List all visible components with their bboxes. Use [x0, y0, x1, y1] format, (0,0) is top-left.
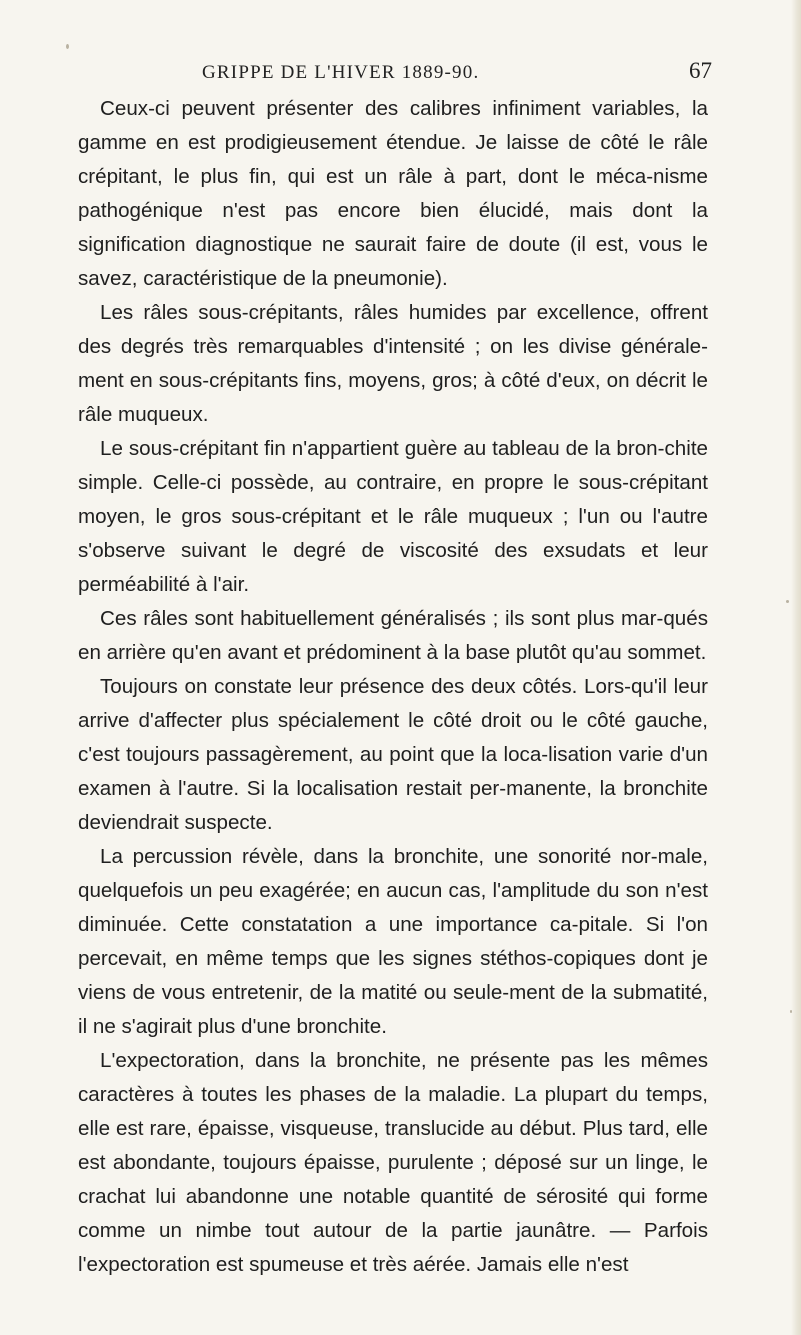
paragraph: L'expectoration, dans la bronchite, ne présente pas les mêmes caractères à toutes les phases de la maladie. La plupart du temps, elle est rare, épaisse, visqueuse, translucide au début. Plus tard, elle est abondante, toujours épaisse, purulente ; déposé sur un linge, le crachat lui abandonne une notable quantité de sérosité qui forme comme un nimbe tout autour de la partie jaunâtre. — Parfois l'expectoration est spumeuse et très aérée. Jamais elle n'est	[78, 1049, 708, 1276]
paragraph: Le sous-crépitant fin n'appartient guère au tableau de la bron-chite simple. Celle-ci possède, au contraire, en propre le sous-crépitant moyen, le gros sous-crépitant et le râle muqueux ; l'un ou l'autre s'observe suivant le degré de viscosité des exsudats et leur perméabilité à l'air.	[78, 437, 708, 596]
paper-speck	[790, 1010, 792, 1013]
paragraph: Toujours on constate leur présence des deux côtés. Lors-qu'il leur arrive d'affecter plus spécialement le côté droit ou le côté gauche, c'est toujours passagèrement, au point que la loca-lisation varie d'un examen à l'autre. Si la localisation restait per-manente, la bronchite deviendrait suspecte.	[78, 675, 708, 834]
running-head	[80, 56, 712, 90]
page-edge-shadow	[791, 0, 801, 1335]
page-number: 67	[689, 58, 712, 83]
paragraph: Ces râles sont habituellement généralisés ; ils sont plus mar-qués en arrière qu'en avant et prédominent à la base plutôt qu'au sommet.	[78, 607, 708, 664]
paragraph: La percussion révèle, dans la bronchite, une sonorité nor-male, quelquefois un peu exagérée; en aucun cas, l'amplitude du son n'est diminuée. Cette constatation a une importance ca-pitale. Si l'on percevait, en même temps que les signes stéthos-copiques dont je viens de vous entretenir, de la matité ou seule-ment de la submatité, il ne s'agirait plus d'une bronchite.	[78, 845, 708, 1038]
body-text	[78, 92, 708, 1282]
paragraph: Les râles sous-crépitants, râles humides par excellence, offrent des degrés très remarquables d'intensité ; on les divise générale-ment en sous-crépitants fins, moyens, gros; à côté d'eux, on décrit le râle muqueux.	[78, 301, 708, 426]
paper-speck	[66, 44, 69, 49]
running-title: GRIPPE DE L'HIVER 1889-90.	[202, 62, 480, 83]
paper-speck	[786, 600, 789, 603]
paragraph: Ceux-ci peuvent présenter des calibres infiniment variables, la gamme en est prodigieusement étendue. Je laisse de côté le râle crépitant, le plus fin, qui est un râle à part, dont le méca-nisme pathogénique n'est pas encore bien élucidé, mais dont la signification diagnostique ne saurait faire de doute (il est, vous le savez, caractéristique de la pneumonie).	[78, 97, 708, 290]
